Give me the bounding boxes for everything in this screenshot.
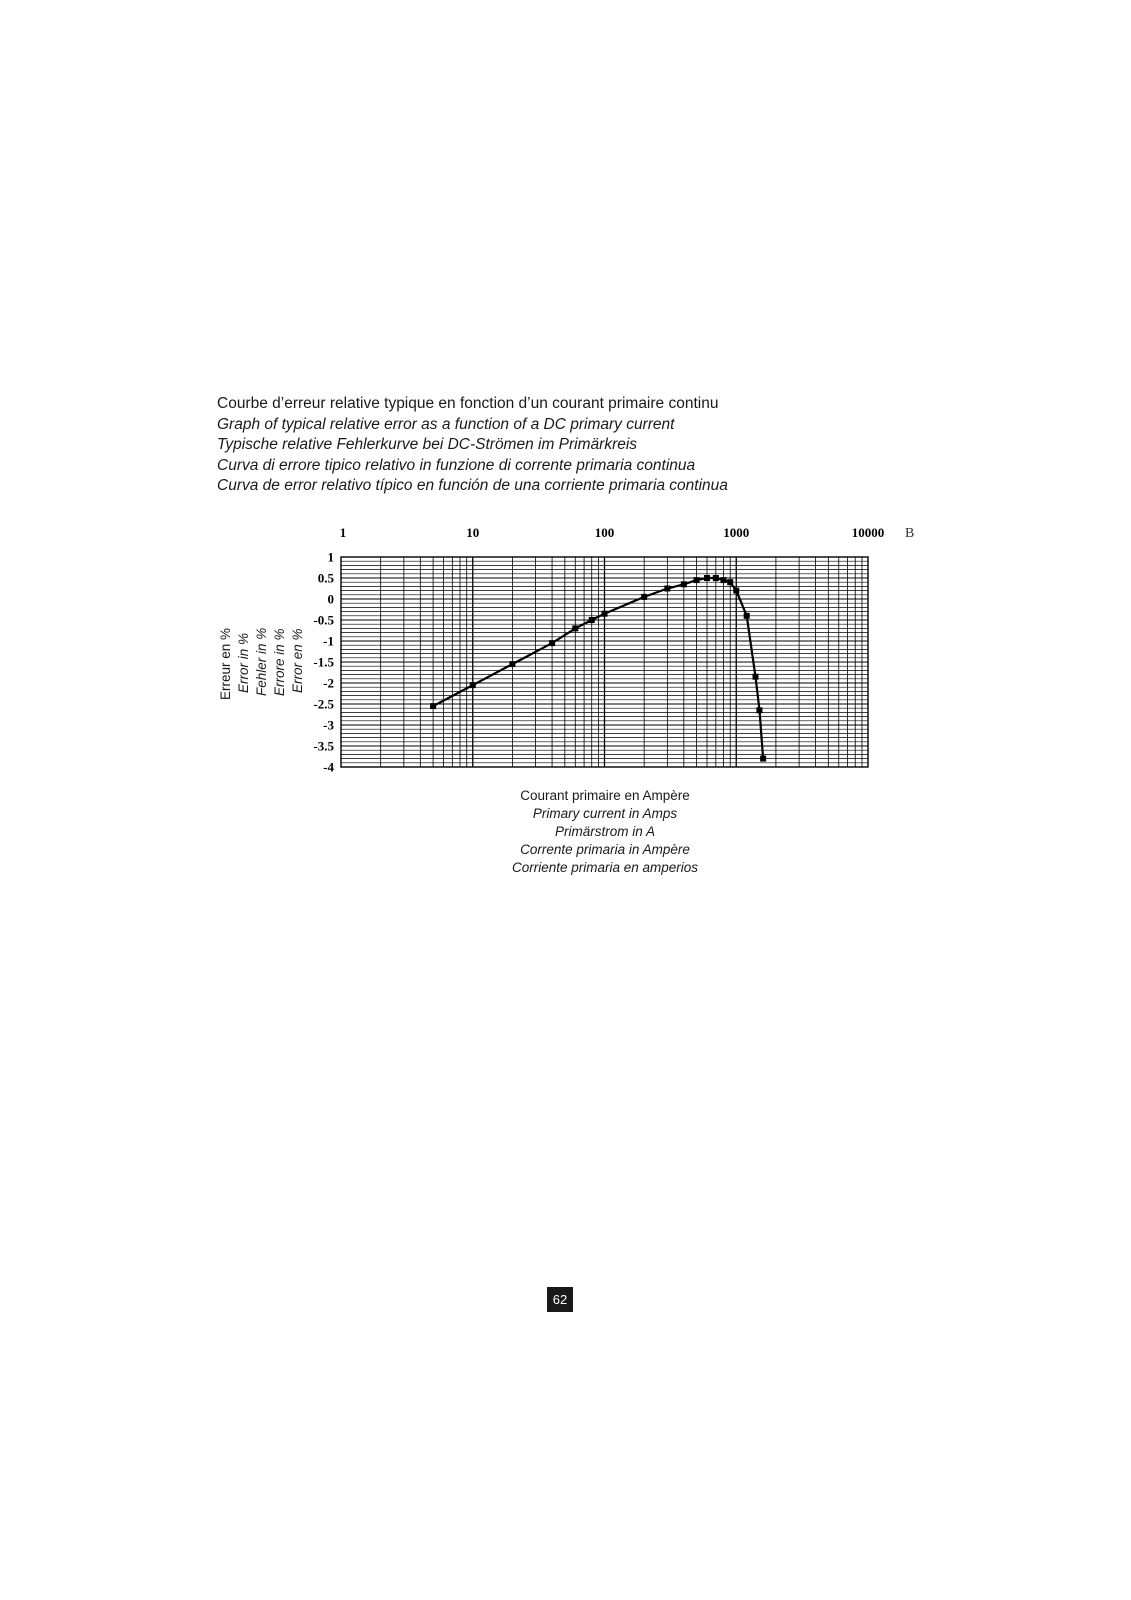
xlabel-fr: Courant primaire en Ampère <box>520 788 690 803</box>
data-point-marker <box>664 586 670 592</box>
title-it: Curva di errore tipico relativo in funzione di corrente primaria continua <box>217 456 696 474</box>
data-point-marker <box>744 613 750 619</box>
data-point-marker <box>602 611 608 617</box>
x-axis-labels <box>455 787 755 877</box>
ylabel-de: Fehler in % <box>254 627 269 696</box>
y-tick-label: 1 <box>327 549 334 565</box>
data-point-marker <box>549 640 555 646</box>
xlabel-de: Primärstrom in A <box>554 824 655 839</box>
data-point-marker <box>753 674 759 680</box>
ylabel-en: Error in % <box>236 632 251 693</box>
y-tick-label: -1 <box>323 633 334 649</box>
title-en: Graph of typical relative error as a function of a DC primary current <box>217 415 675 433</box>
x-tick-label: 10 <box>466 525 480 540</box>
data-point-marker <box>470 682 476 688</box>
ylabel-fr: Erreur en % <box>218 627 233 700</box>
data-point-marker <box>430 703 436 709</box>
y-tick-label: -2.5 <box>313 696 334 712</box>
y-tick-label: -4 <box>323 759 334 775</box>
xlabel-it: Corrente primaria in Ampère <box>520 842 690 857</box>
data-point-marker <box>681 581 687 587</box>
x-tick-label: 10000 <box>851 525 885 540</box>
data-point-marker <box>694 577 700 583</box>
data-point-marker <box>760 756 766 762</box>
xlabel-en: Primary current in Amps <box>532 806 678 821</box>
y-tick-label: -0.5 <box>313 612 334 628</box>
y-tick-label: -3.5 <box>313 738 334 754</box>
y-tick-label: 0.5 <box>317 570 334 586</box>
data-point-marker <box>756 707 762 713</box>
data-point-marker <box>727 579 733 585</box>
data-point-marker <box>572 625 578 631</box>
y-tick-label: 0 <box>327 591 334 607</box>
data-point-marker <box>641 594 647 600</box>
ylabel-es: Error en % <box>290 628 305 693</box>
data-point-marker <box>589 617 595 623</box>
data-point-marker <box>509 661 515 667</box>
x-tick-label: 1 <box>339 525 347 540</box>
x-tick-label: 1000 <box>723 525 750 540</box>
title-es: Curva de error relativo típico en función de una corriente primaria continua <box>217 477 728 494</box>
y-tick-label: -2 <box>323 675 334 691</box>
y-tick-label: -1.5 <box>313 654 334 670</box>
ylabel-it: Errore in % <box>272 628 287 696</box>
data-point-marker <box>733 588 739 594</box>
x-tick-label: 100 <box>594 525 615 540</box>
data-point-marker <box>720 577 726 583</box>
title-fr: Courbe d’erreur relative typique en fonction d’un courant primaire continu <box>217 395 719 412</box>
page-number: 62 <box>547 1287 573 1312</box>
y-tick-label: -3 <box>323 717 334 733</box>
data-point-marker <box>713 575 719 581</box>
xlabel-es: Corriente primaria en amperios <box>511 860 699 875</box>
title-de: Typische relative Fehlerkurve bei DC-Strömen im Primärkreis <box>217 436 638 453</box>
corner-label: B <box>905 526 915 541</box>
data-point-marker <box>704 575 710 581</box>
